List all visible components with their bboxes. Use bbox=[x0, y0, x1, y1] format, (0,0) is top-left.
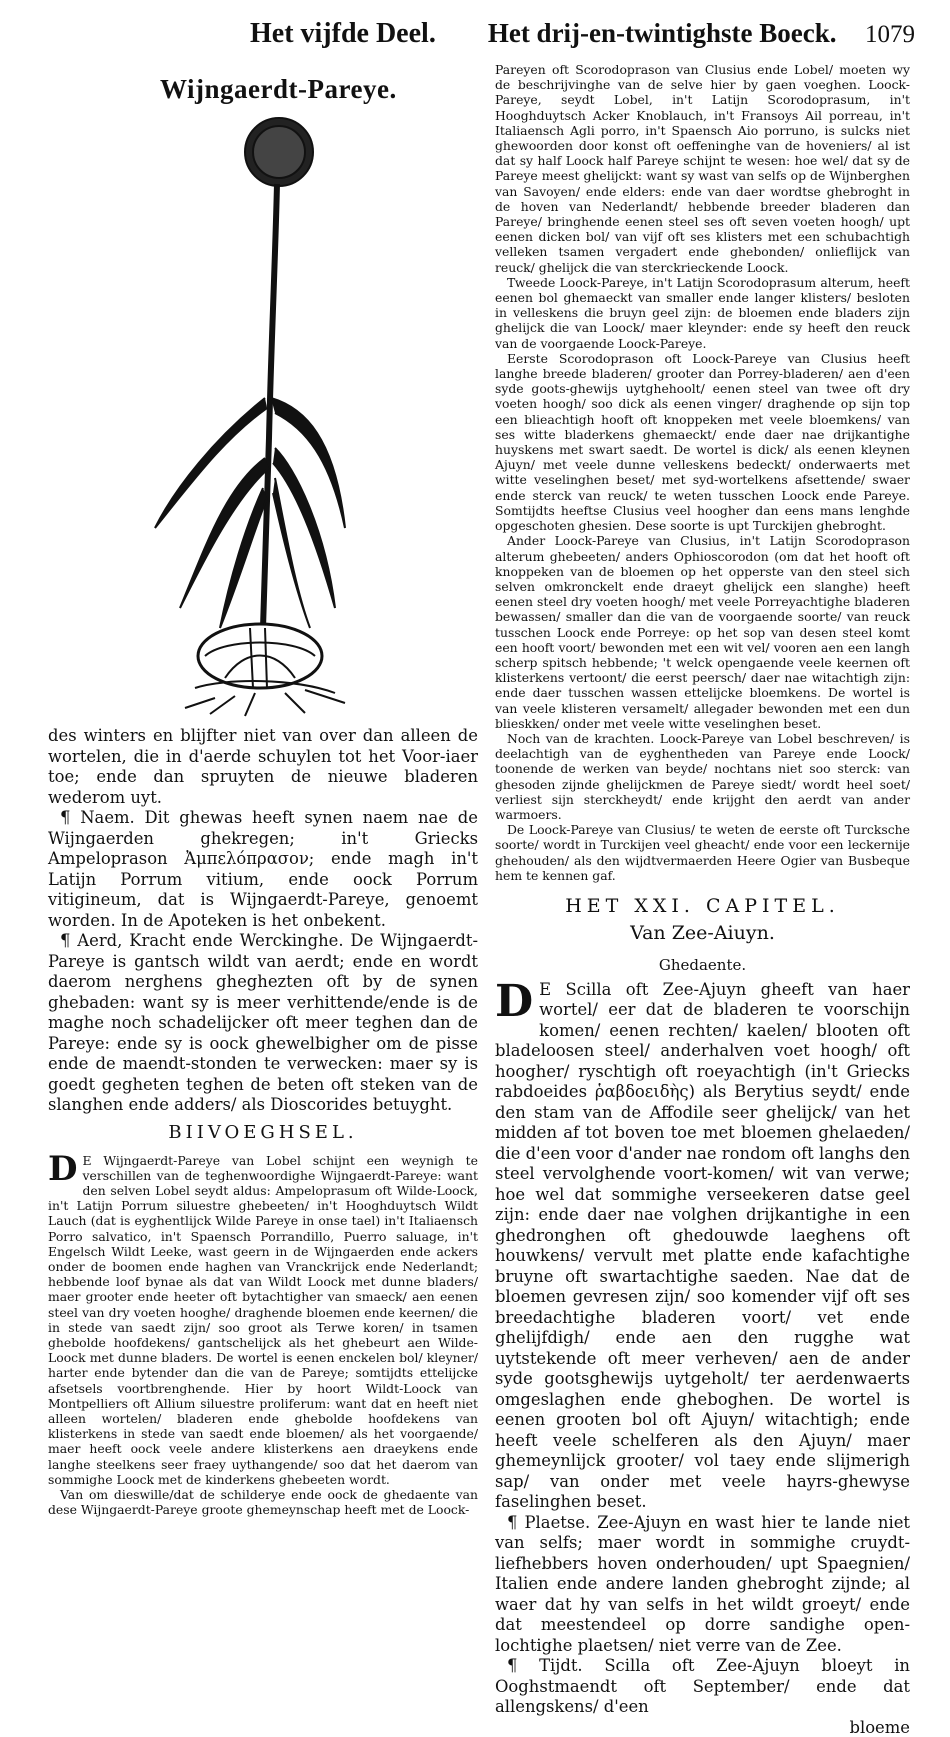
chapter-subtitle: Van Zee-Aiuyn. bbox=[630, 921, 775, 944]
running-header bbox=[250, 18, 915, 58]
left-column bbox=[48, 726, 478, 1517]
plant-illustration bbox=[135, 108, 355, 718]
bijvoeghsel-dropcap: D bbox=[48, 1148, 78, 1189]
bijvoeghsel-heading: BIIVOEGHSEL. bbox=[168, 1121, 358, 1143]
header-left: Het vijfde Deel. bbox=[250, 18, 436, 49]
page-number: 1079 bbox=[865, 21, 915, 48]
ghedaente-dropcap: D bbox=[495, 975, 534, 1027]
ghedaente-text: E Scilla oft Zee-Ajuyn gheeft van haer wortel/ eer dat de bladeren te voorschijn komen/ eenen rechten/ kaelen/ blooten oft bladeloosen steel/ anderhalven voet hoogh/ oft hoogher/ ryschtigh oft roeyachtigh (in't Griecks rabdoeides ῥαβδοειδὴς) als Berytius seydt/ ende den stam van de Affodile seer ghelijck/ van het midden af tot boven toe met bloemen ghelaeden/ die d'een voor d'ander nae rondom oft langhs den steel vervolghende voort-komen/ wit van verwe; hoe wel dat sommighe verseekeren datse geel zijn: ende daer nae volghen drijkantighe in een ghedronghen oft ghedouwde laeghens oft houwkens/ vervult met platte ende kafachtighe bruyne oft swartachtighe saeden. Nae dat de bloemen gevresen zijn/ soo komender vijf oft ses breedachtighe bladeren voort/ vet ende ghelijfdigh/ ende aen den rugghe wat uytstekende oft meer verheven/ aen de ander syde gootsghewijs uytgeholt/ ter aerdenwaerts omgeslaghen ende gheboghen. De wortel is eenen grooten bol oft Ajuyn/ witachtigh; ende heeft veele schelferen als den Ajuyn/ maer ghemeynlijck grooter/ vol taey ende slijmerigh sap/ van onder met veele hayrs-ghewyse faselinghen beset. bbox=[495, 979, 910, 1512]
aerd-paragraph: ¶ Aerd, Kracht ende Werckinghe. De Wijngaerdt-Pareye is gantsch wildt van aerdt; ende en wordt daerom nerghens gheghezten oft by de synen ghebaden: want sy is meer verhittende/ende is de maghe noch schadelijcker oft meer teghen dan de Pareye: ende sy is oock ghewelbigher om de pisse ende de maendt-stonden te verwecken: maer sy is goedt gegheten teghen de beten oft steken van de slanghen ende adders/ als Dioscorides betuyght. bbox=[48, 931, 478, 1114]
top-paragraph: Pareyen oft Scorodoprason van Clusius ende Lobel/ moeten wy de beschrijvinghe van de selve hier by gaen voeghen. Loock-Pareye, seydt Lobel, in't Latijn Scorodoprasum, in't Hooghduytsch Acker Knoblauch, in't Fransoys Ail porreau, in't Italiaensch Agli porro, in't Spaensch Aio porruno, is sulcks niet ghewoorden door konst oft oeffeninghe van de hoveniers/ al ist dat sy half Loock half Pareye schijnt te wesen: hoe wel/ dat sy de Pareye meest ghelijckt: want sy wast van selfs op de Wijnberghen van Savoyen/ ende elders: ende van daer wordtse ghebroght in de hoven van Nederlandt/ hebbende breeder bladeren dan Pareye/ bringhende eenen steel ses oft seven voeten hoogh/ upt eenen dicken bol/ van vijf oft ses klisters met een schubachtigh velleken tsamen vergadert ende ghebonden/ onlieflijck van reuck/ ghelijck die van sterckrieckende Loock. bbox=[495, 62, 910, 275]
naem-paragraph: ¶ Naem. Dit ghewas heeft synen naem nae de Wijngaerden ghekregen; in't Griecks Ampeloprason Ἀμπελόπρασον; ende magh in't Latijn Porrum vitium, ende oock Porrum vitigineum, dat is Wijngaerdt-Pareye, genoemt worden. In de Apoteken is het onbekent. bbox=[48, 808, 478, 930]
tijdt-paragraph: ¶ Tijdt. Scilla oft Zee-Ajuyn bloeyt in Ooghstmaendt oft September/ ende dat allengskens/ d'een bbox=[495, 1656, 910, 1717]
closing-paragraph: Van om dieswille/dat de schilderye ende oock de ghedaente van dese Wijngaerdt-Pareye groote ghemeynschap heeft met de Loock- bbox=[48, 1486, 478, 1518]
bijvoeghsel-paragraph bbox=[48, 1148, 478, 1487]
chapter-heading: HET XXI. CAPITEL. bbox=[565, 894, 840, 917]
bijvoeghsel-text: E Wijngaerdt-Pareye van Lobel schijnt een weynigh te verschillen van de teghenwoordighe Wijngaerdt-Pareye: want den selven Lobel seydt aldus: Ampeloprasum oft Wilde-Loock, in't Latijn Porrum siluestre ghebeeten/ in't Hooghduytsch Wildt Lauch (dat is eyghentlijck Wilde Pareye in onse tael) in't Italiaensch Porro salvatico, in't Spaensch Porrandillo, Puerro saluage, in't Engelsch Wildt Leeke, wast geern in de Wijngaerden ende ackers onder de boomen ende haghen van Vranckrijck ende Nederlandt; hebbende loof bynae als dat van Wildt Loock met dunne bladers/ maer grooter ende heeter oft bytachtigher van smaeck/ aen eenen steel van dry voeten hooghe/ draghende bloemen ende keernen/ die in stede van saedt zijn/ soo groot als Terwe koren/ in tsamen ghebolde hoofdekens/ gantschelijck als het ghebeurt aen Wilde-Loock met dunne bladers. De wortel is eenen enckelen bol/ kleyner/ harter ende bytender dan die van de Pareye; somtijdts ettelijcke afsetsels voortbrenghende. Hier by hoort Wildt-Loock van Montpelliers oft Allium siluestre proliferum: want dat en heeft niet alleen wortelen/ bladeren ende ghebolde hoofdekens van klisterkens in stede van saedt ende bloemen/ als het voorgaende/ maer heeft oock veele andere klisterkens aen draeykens ende langhe steelkens seer fraey uythangende/ soo dat het daerom van sommighe Loock met de kinderkens ghebeeten wordt. bbox=[48, 1152, 478, 1487]
ghedaente-paragraph bbox=[495, 975, 910, 1513]
right-column bbox=[495, 62, 910, 1737]
header-right: Het drij-en-twintighste Boeck. bbox=[487, 18, 837, 48]
catchword: bloeme bbox=[849, 1717, 910, 1737]
plant-title: Wijngaerdt-Pareye. bbox=[160, 74, 397, 104]
ander-paragraph: Ander Loock-Pareye van Clusius, in't Latijn Scorodoprason alterum ghebeeten/ anders Ophioscorodon (om dat het hooft oft knoppeken van de bloemen op het opperste van den steel sich selven omkronckelt ende draeyt ghelijck een slanghe) heeft eenen steel dry voeten hoogh/ met veele Porreyachtighe bladeren bewassen/ smaller dan die van de voorgaende soorte/ van reuck tusschen Loock ende Porreye: op het sop van desen steel komt een hooft voort/ bewonden met een wit vel/ vooren aen een langh scherp spitsch hebbende; 't welck opengaende veele keernen oft klisterkens vertoont/ die eerst peersch/ daer nae witachtigh zijn: ende daer tusschen wassen ettelijcke bloemkens. De wortel is van veele klisteren versamelt/ allegader bewonden met een dun blieskken/ onder met veele witte veselinghen beset. bbox=[495, 533, 910, 731]
ghedaente-label: Ghedaente. bbox=[658, 955, 747, 974]
intro-paragraph: des winters en blijfter niet van over dan alleen de wortelen, die in d'aerde schuylen tot het Voor-iaer toe; ende dan spruyten de nieuwe bladeren wederom uyt. bbox=[48, 726, 478, 807]
de-loock-paragraph: De Loock-Pareye van Clusius/ te weten de eerste oft Turcksche soorte/ wordt in Turckijen veel gheacht/ ende voor een leckernije ghehouden/ als den wijdtvermaerden Heere Ogier van Busbeque hem te kennen gaf. bbox=[495, 822, 910, 883]
plaetse-paragraph: ¶ Plaetse. Zee-Ajuyn en wast hier te lande niet van selfs; maer wordt in sommighe cruydt-liefhebbers hoven onderhouden/ upt Spaegnien/ Italien ende andere landen ghebroght zijnde; al waer dat hy van selfs in het wildt groeyt/ ende dat meestendeel op dorre sandighe open-lochtighe plaetsen/ niet verre van de Zee. bbox=[495, 1512, 910, 1655]
noch-paragraph: Noch van de krachten. Loock-Pareye van Lobel beschreven/ is deelachtigh van de eyghentheden van Pareye ende Loock/ toonende de werken van beyde/ nochtans niet soo sterck: van ghesoden zijnde ghelijckmen de Pareye siedt/ wordt heel soet/ verliest sijn sterckheydt/ ende krijght den aerdt van ander warmoers. bbox=[495, 730, 910, 822]
eerste-paragraph: Eerste Scorodoprason oft Loock-Pareye van Clusius heeft langhe breede bladeren/ grooter dan Porrey-bladeren/ aen d'een syde goots-ghewijs uytghehoolt/ eenen steel van twee oft dry voeten hoogh/ soo dick als eenen vinger/ draghende op sijn top een blieachtigh hooft oft knoppeken met veele bloemkens/ van ses witte bladerkens ghemaeckt/ ende daer nae drijkantighe huyskens met swart saedt. De wortel is dick/ als eenen kleynen Ajuyn/ met veele dunne velleskens bedeckt/ onderwaerts met witte veselinghen beset/ met syd-wortelkens afsettende/ swaer ende sterck van reuck/ te weten tusschen Loock ende Pareye. Somtijdts heeftse Clusius veel hoogher dan eens mans lenghde opgeschoten ghesien. Dese soorte is upt Turckijen ghebroght. bbox=[495, 350, 910, 534]
tweede-paragraph: Tweede Loock-Pareye, in't Latijn Scorodoprasum alterum, heeft eenen bol ghemaeckt van smaller ende langer klisters/ besloten in velleskens die bruyn geel zijn: de bloemen ende bladers zijn ghelijck die van Loock/ maer kleynder: ende sy heeft den reuck van de voorgaende Loock-Pareye. bbox=[495, 274, 910, 351]
